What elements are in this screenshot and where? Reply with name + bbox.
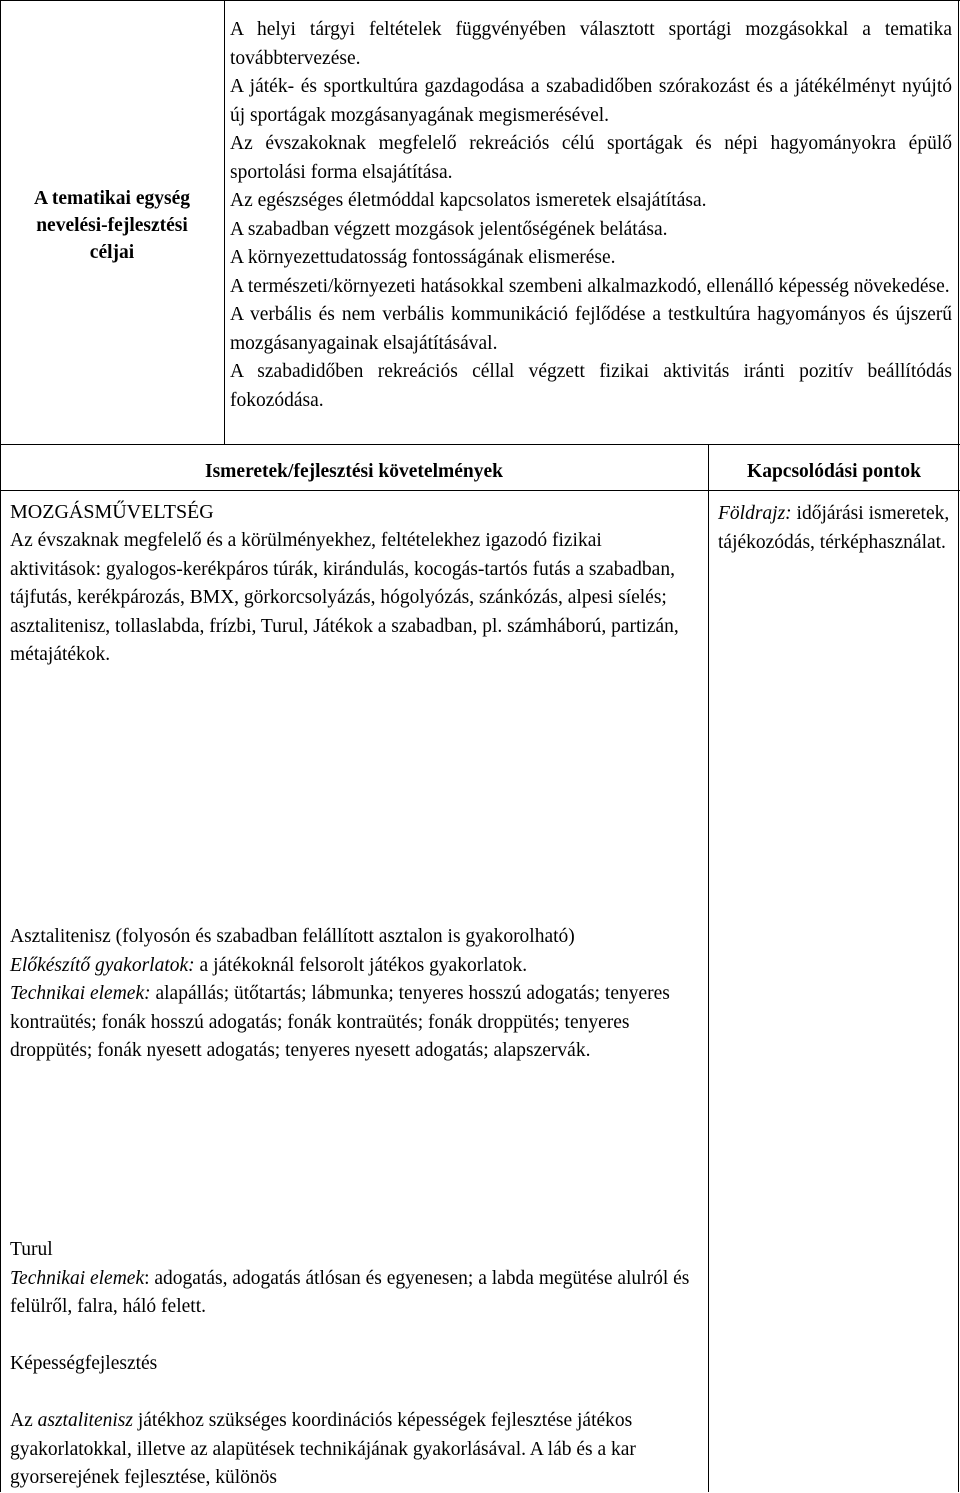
label-column-divider: [224, 0, 225, 444]
connections-cell: [718, 500, 954, 557]
ability-text-paragraph: [10, 1407, 696, 1493]
table-tennis-technique: [10, 980, 696, 1066]
turul-technique: [10, 1265, 696, 1322]
section-title: MOZGÁSMŰVELTSÉG: [10, 501, 214, 523]
technique-text: alapállás; ütőtartás; lábmunka; tenyeres hosszú adogatás; tenyeres kontraütés; fonák hosszú adogatás; fonák kontraütés; fonák droppütés; tenyeres droppütés; fonák nyesett adogatás; tenyeres nyesett adogatás; alapszervák.: [10, 983, 670, 1061]
unit-goals-label-line: céljai: [89, 242, 135, 263]
table-top-border: [0, 0, 960, 1]
connections-column-divider: [708, 444, 709, 1492]
turul-heading: Turul: [10, 1239, 53, 1260]
goal-item: A szabadidőben rekreációs céllal végzett fizikai aktivitás iránti pozitív beállítódás fokozódása.: [230, 361, 952, 411]
section-intro: [10, 527, 696, 670]
goal-item: A verbális és nem verbális kommunikáció fejlődése a testkultúra hagyományos és újszerű mozgásanyagainak elsajátításával.: [230, 304, 952, 354]
goal-item: Az egészséges életmóddal kapcsolatos ismeretek elsajátítása.: [230, 190, 707, 211]
goal-item: Az évszakoknak megfelelő rekreációs célú sportágak és népi hagyományokra épülő sportolási forma elsajátítása.: [230, 133, 952, 183]
goal-item: A természeti/környezeti hatásokkal szembeni alkalmazkodó, ellenálló képesség növekedése.: [230, 275, 950, 297]
unit-goals-label-line: nevelési-fejlesztési: [36, 215, 188, 236]
connection-text: időjárási ismeretek, tájékozódás, térképhasználat.: [718, 503, 950, 553]
goal-item: A környezettudatosság fontosságának elismerése.: [230, 247, 616, 268]
ability-heading-block: [10, 1350, 696, 1379]
unit-goals-label-line: A tematikai egység: [34, 188, 190, 209]
turul-technique-label: Technikai elemek: [10, 1267, 145, 1289]
table-tennis-heading: Asztalitenisz (folyosón és szabadban felállított asztalon is gyakorolható): [10, 926, 575, 947]
ability-heading: Képességfejlesztés: [10, 1353, 158, 1374]
goal-item: A játék- és sportkultúra gazdagodása a szabadidőben szórakozást és a játékélményt nyújtó új sportágak mozgásanyagának megismerésével.: [230, 76, 952, 126]
turul-technique-text: : adogatás, adogatás átlósan és egyenesen; a labda megütése alulról és felülről, falra, háló felett.: [10, 1267, 690, 1317]
goal-item: A helyi tárgyi feltételek függvényében választott sportági mozgásokkal a tematika továbbtervezése.: [230, 19, 952, 69]
turul-block: [10, 1236, 696, 1322]
connections-header: Kapcsolódási pontok: [747, 461, 921, 482]
connection-subject: Földrajz:: [718, 503, 792, 524]
section-intro-text: Az évszaknak megfelelő és a körülményekhez, feltételekhez igazodó fizikai aktivitások: gyalogos-kerékpáros túrák, kirándulás, kocogás-tartós futás a szabadban, tájfutás, kerékpározás, BMX, görkorcsolyázás, hógolyózás, szánkózás, alpesi síelés; asztalitenisz, tollaslabda, frízbi, Turul, Játékok a szabadban, pl. számháború, partizán, métajátékok.: [10, 530, 679, 665]
row1-bottom-border: [0, 444, 960, 445]
table-tennis-prep: [10, 952, 696, 981]
goal-item: A szabadban végzett mozgások jelentőségének belátása.: [230, 218, 668, 240]
ability-text: játékhoz szükséges koordinációs képességek fejlesztése játékos gyakorlatokkal, illetve az alapütések technikájának gyakorlásával. A láb és a kar gyorserejének fejlesztése, különös: [10, 1410, 636, 1488]
header-row-bottom-border: [0, 490, 960, 491]
requirements-header: Ismeretek/fejlesztési követelmények: [205, 461, 503, 482]
prep-text: a játékoknál felsorolt játékos gyakorlatok.: [199, 954, 528, 976]
technique-label: Technikai elemek:: [10, 983, 151, 1004]
ability-prefix: Az: [10, 1410, 33, 1431]
unit-goals-list: [230, 16, 952, 415]
table-left-border: [0, 0, 1, 1492]
prep-label: Előkészítő gyakorlatok:: [10, 954, 195, 976]
ability-sport: asztalitenisz: [37, 1410, 133, 1431]
unit-goals-label: [2, 185, 222, 266]
table-right-border: [958, 0, 959, 1492]
table-tennis-block: [10, 923, 696, 1066]
ability-block: [10, 1407, 696, 1493]
